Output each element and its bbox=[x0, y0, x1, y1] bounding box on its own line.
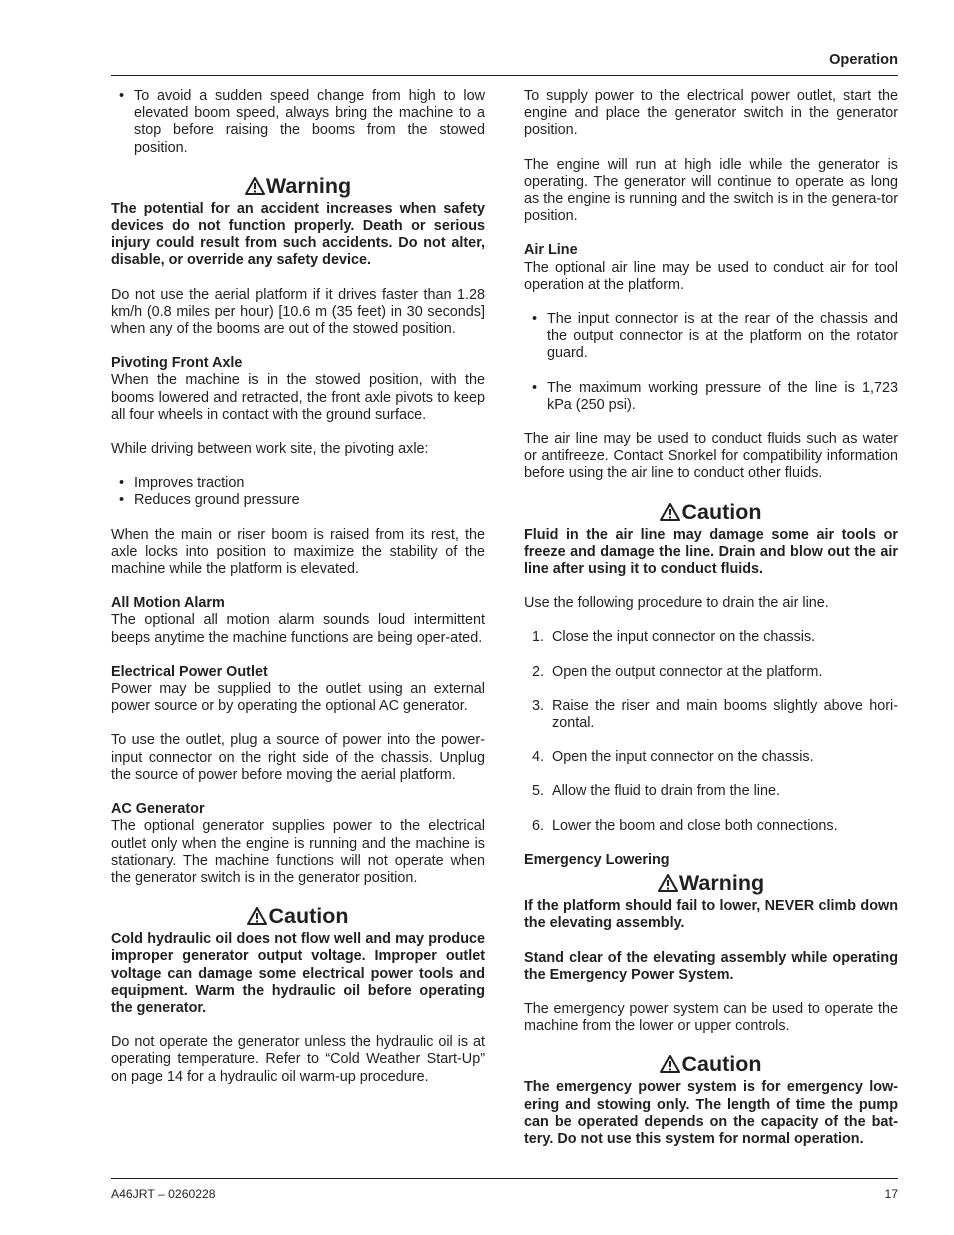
list-item bbox=[524, 698, 898, 732]
header-rule bbox=[111, 75, 898, 76]
list-item bbox=[524, 664, 898, 681]
warning-heading bbox=[524, 871, 898, 897]
step-text: Open the input connector on the chassis. bbox=[552, 749, 814, 766]
list-item: • Reduces ground pressure bbox=[111, 492, 485, 509]
warning-text: If the platform should fail to lower, NEVER climb down the elevating assembly. bbox=[524, 898, 898, 932]
paragraph-supply: To supply power to the electrical power outlet, start the engine and place the generator switch in the generator position. bbox=[524, 88, 898, 139]
step-number: 1. bbox=[532, 629, 545, 646]
heading-electrical-power-outlet: Electrical Power Outlet bbox=[111, 663, 268, 680]
caution-text: Cold hydraulic oil does not flow well and may produce improper generator output voltage. Improper outlet voltage can damage some electrical power tools and equipment. Warm the hydraulic oil before operating the generator. bbox=[111, 931, 485, 1016]
warning-text: Stand clear of the elevating assembly while operating the Emergency Power System. bbox=[524, 949, 898, 983]
caution-heading bbox=[111, 904, 485, 930]
heading-emergency-lowering: Emergency Lowering bbox=[524, 851, 670, 868]
step-number: 3. bbox=[532, 697, 545, 714]
step-number: 6. bbox=[532, 817, 545, 834]
step-text: Raise the riser and main booms slightly above hori-zontal. bbox=[552, 697, 898, 732]
paragraph-temperature: Do not operate the generator unless the hydraulic oil is at operating temperature. Refer to “Cold Weather Start-Up” on page 14 for a hydraulic oil warm-up procedure. bbox=[111, 1034, 485, 1085]
paragraph-pivot-after: When the main or riser boom is raised from its rest, the axle locks into position to maximize the stability of the machine while the platform is elevated. bbox=[111, 526, 485, 578]
list-item bbox=[524, 783, 898, 800]
step-number: 2. bbox=[532, 663, 545, 680]
step-text: Open the output connector at the platform. bbox=[552, 663, 823, 680]
step-text: Allow the fluid to drain from the line. bbox=[552, 783, 780, 800]
paragraph-drain: Use the following procedure to drain the air line. bbox=[524, 595, 829, 612]
caution-title: Caution bbox=[681, 499, 762, 524]
heading-all-motion-alarm: All Motion Alarm bbox=[111, 595, 225, 612]
warning-icon bbox=[245, 176, 265, 200]
list-item bbox=[524, 818, 898, 835]
caution-icon bbox=[247, 906, 267, 930]
paragraph-pivot: When the machine is in the stowed position, with the booms lowered and retracted, the front axle pivots to keep all four wheels in contact with the ground surface. bbox=[111, 372, 485, 423]
list-item: • To avoid a sudden speed change from high to low elevated boom speed, always bring the machine to a stop before raising the booms from the stowed position. bbox=[111, 88, 485, 157]
caution-title: Caution bbox=[681, 1052, 762, 1077]
step-text: Lower the boom and close both connections. bbox=[552, 817, 838, 834]
paragraph-emergency: The emergency power system can be used to operate the machine from the lower or upper controls. bbox=[524, 1000, 898, 1035]
heading-air-line: Air Line bbox=[524, 242, 578, 259]
section-title: Operation bbox=[829, 52, 898, 68]
warning-text: The potential for an accident increases when safety devices do not function properly. Death or serious injury could result from such accidents. Do not alter, disable, or override any safety device. bbox=[111, 200, 485, 269]
intro-bullet-list bbox=[111, 88, 485, 157]
footer-rule bbox=[111, 1178, 898, 1179]
paragraph-idle: The engine will run at high idle while the generator is operating. The generator will continue to operate as long as the engine is running and the switch is in the genera-tor position. bbox=[524, 156, 898, 225]
document-id: A46JRT – 0260228 bbox=[111, 1187, 216, 1201]
paragraph-speed: Do not use the aerial platform if it drives faster than 1.28 km/h (0.8 miles per hour) [10.6 m (35 feet) in 30 seconds] when any of the booms are out of the stowed position. bbox=[111, 286, 485, 338]
list-item: • Improves traction bbox=[111, 475, 485, 492]
warning-title: Warning bbox=[678, 871, 765, 896]
paragraph-outlet-2: To use the outlet, plug a source of power into the power-input connector on the right side of the chassis. Unplug the source of power before moving the aerial platform. bbox=[111, 732, 485, 783]
left-column bbox=[111, 88, 485, 1103]
caution-heading bbox=[524, 1052, 898, 1078]
paragraph-pivot-intro: While driving between work site, the pivoting axle: bbox=[111, 441, 429, 458]
paragraph-air-line: The optional air line may be used to conduct air for tool operation at the platform. bbox=[524, 259, 898, 293]
list-item: • The maximum working pressure of the line is 1,723 kPa (250 psi). bbox=[524, 380, 898, 414]
warning-heading bbox=[111, 174, 485, 200]
step-text: Close the input connector on the chassis. bbox=[552, 629, 816, 646]
right-column bbox=[524, 88, 898, 1148]
paragraph-generator: The optional generator supplies power to the electrical outlet only when the engine is running and the machine is stationary. The machine functions will not operate when the generator switch is in the generator position. bbox=[111, 818, 485, 886]
page-number: 17 bbox=[884, 1187, 898, 1201]
paragraph-alarm: The optional all motion alarm sounds loud intermittent beeps anytime the machine functions are being oper-ated. bbox=[111, 612, 485, 646]
paragraph-air-line-after: The air line may be used to conduct fluids such as water or antifreeze. Contact Snorkel for compatibility information before using the air line to conduct other fluids. bbox=[524, 431, 898, 482]
step-number: 4. bbox=[532, 749, 545, 766]
paragraph-outlet: Power may be supplied to the outlet using an external power source or by operating the optional AC generator. bbox=[111, 681, 485, 715]
heading-ac-generator: AC Generator bbox=[111, 801, 205, 818]
caution-heading bbox=[524, 500, 898, 526]
list-item bbox=[524, 629, 898, 646]
drain-steps-list bbox=[524, 629, 898, 834]
caution-text: Fluid in the air line may damage some air tools or freeze and damage the line. Drain and blow out the air line after using it to conduct fluids. bbox=[524, 526, 898, 578]
list-item: • The input connector is at the rear of the chassis and the output connector is at the platform on the rotator guard. bbox=[524, 311, 898, 363]
pivot-bullet-list bbox=[111, 475, 485, 509]
caution-text: The emergency power system is for emergency low-ering and stowing only. The length of time the pump can be operated depends on the capacity of the bat-tery. Do not use this system for normal operation. bbox=[524, 1079, 898, 1147]
caution-title: Caution bbox=[268, 904, 349, 929]
caution-icon bbox=[660, 1054, 680, 1078]
air-line-bullet-list bbox=[524, 311, 898, 414]
warning-icon bbox=[658, 873, 678, 897]
warning-title: Warning bbox=[265, 173, 352, 198]
heading-pivoting-front-axle: Pivoting Front Axle bbox=[111, 355, 243, 372]
list-item bbox=[524, 749, 898, 766]
caution-icon bbox=[660, 502, 680, 526]
step-number: 5. bbox=[532, 783, 545, 800]
